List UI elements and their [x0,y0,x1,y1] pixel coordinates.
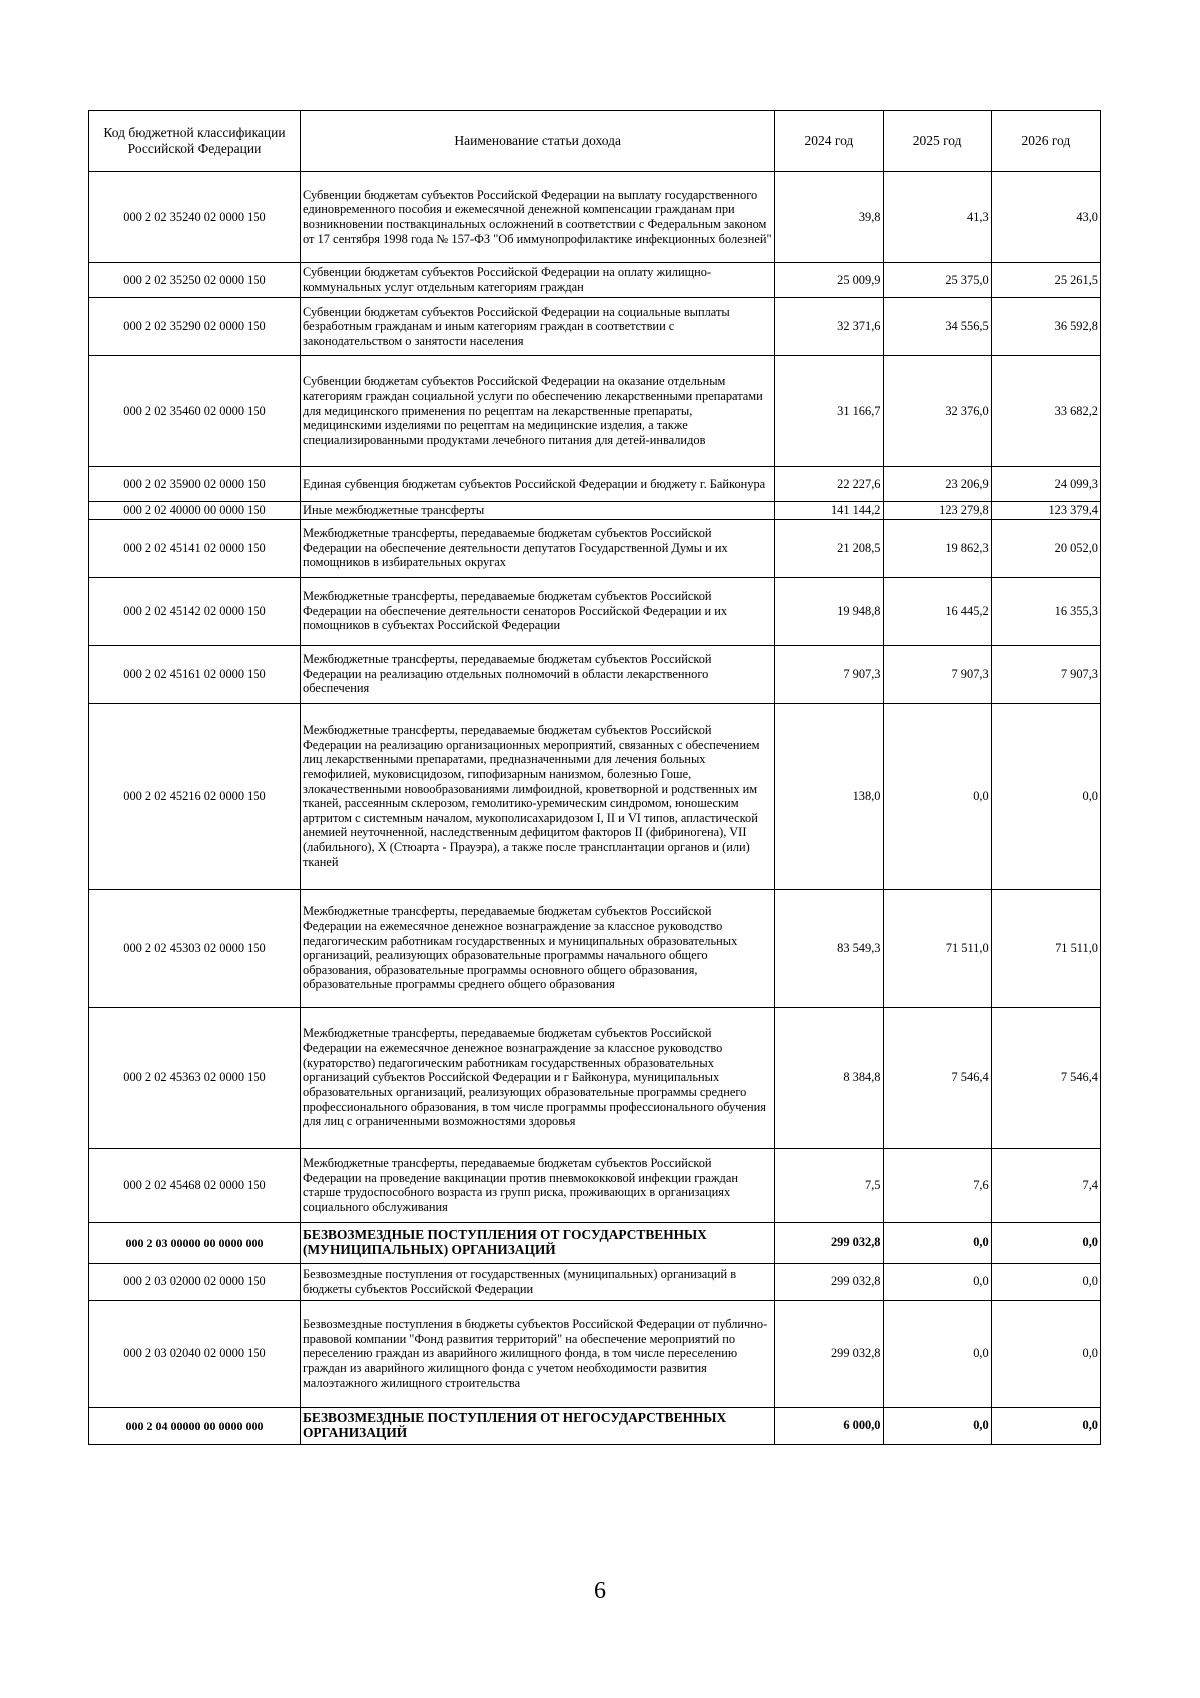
cell-name: Субвенции бюджетам субъектов Российской Федерации на оказание отдельным категориям граждан социальной услуги по обеспечению лекарственными препаратами для медицинского применения по рецептам на лекарственные препараты, медицинскими изделиями по рецептам на медицинские изделия, а также специализированными продуктами лечебного питания для детей-инвалидов [301,356,775,467]
cell-code: 000 2 02 35460 02 0000 150 [89,356,301,467]
cell-name: Безвозмездные поступления от государственных (муниципальных) организаций в бюджеты субъектов Российской Федерации [301,1263,775,1300]
cell-code: 000 2 03 00000 00 0000 000 [89,1222,301,1263]
cell-code: 000 2 02 35290 02 0000 150 [89,298,301,356]
cell-2025: 7 546,4 [883,1007,991,1148]
cell-2025: 23 206,9 [883,467,991,502]
cell-code: 000 2 02 45363 02 0000 150 [89,1007,301,1148]
table-row [89,1263,1101,1300]
revenue-table [88,110,1101,1445]
cell-2025: 32 376,0 [883,356,991,467]
cell-2025: 0,0 [883,1263,991,1300]
cell-name: Межбюджетные трансферты, передаваемые бюджетам субъектов Российской Федерации на обеспечение деятельности сенаторов Российской Федерации и их помощников в субъектах Российской Федерации [301,577,775,645]
cell-code: 000 2 02 45216 02 0000 150 [89,703,301,889]
table-row [89,519,1101,577]
cell-name: Межбюджетные трансферты, передаваемые бюджетам субъектов Российской Федерации на обеспечение деятельности депутатов Государственной Думы и их помощников в избирательных округах [301,519,775,577]
cell-code: 000 2 02 45141 02 0000 150 [89,519,301,577]
cell-2026: 36 592,8 [991,298,1100,356]
table-row [89,703,1101,889]
table-row [89,298,1101,356]
cell-2026: 0,0 [991,1263,1100,1300]
cell-2025: 16 445,2 [883,577,991,645]
table-header [89,111,1101,172]
cell-2025: 7,6 [883,1148,991,1222]
cell-2024: 138,0 [775,703,883,889]
cell-2025: 123 279,8 [883,502,991,520]
cell-2024: 299 032,8 [775,1263,883,1300]
cell-2026: 0,0 [991,1407,1100,1444]
table-row [89,1300,1101,1407]
cell-code: 000 2 02 45142 02 0000 150 [89,577,301,645]
cell-2025: 7 907,3 [883,645,991,703]
cell-2025: 19 862,3 [883,519,991,577]
cell-name: Иные межбюджетные трансферты [301,502,775,520]
cell-name: Безвозмездные поступления в бюджеты субъектов Российской Федерации от публично-правовой компании "Фонд развития территорий" на обеспечение мероприятий по переселению граждан из аварийного жилищного фонда, в том числе переселению граждан из аварийного жилищного фонда с учетом необходимости развития малоэтажного жилищного строительства [301,1300,775,1407]
table-row [89,1148,1101,1222]
cell-2026: 20 052,0 [991,519,1100,577]
table-row [89,502,1101,520]
cell-code: 000 2 02 45468 02 0000 150 [89,1148,301,1222]
cell-2024: 6 000,0 [775,1407,883,1444]
cell-name: БЕЗВОЗМЕЗДНЫЕ ПОСТУПЛЕНИЯ ОТ ГОСУДАРСТВЕННЫХ (МУНИЦИПАЛЬНЫХ) ОРГАНИЗАЦИЙ [301,1222,775,1263]
cell-2025: 34 556,5 [883,298,991,356]
table-row [89,1407,1101,1444]
cell-2024: 7,5 [775,1148,883,1222]
cell-2024: 31 166,7 [775,356,883,467]
cell-name: Субвенции бюджетам субъектов Российской Федерации на выплату государственного единовременного пособия и ежемесячной денежной компенсации гражданам при возникновении поствакцинальных осложнений в соответствии с Федеральным законом от 17 сентября 1998 года № 157-ФЗ "Об иммунопрофилактике инфекционных болезней" [301,172,775,263]
cell-2025: 0,0 [883,1222,991,1263]
cell-code: 000 2 02 35250 02 0000 150 [89,263,301,298]
header-row [89,111,1101,172]
cell-code: 000 2 02 45161 02 0000 150 [89,645,301,703]
table-row [89,645,1101,703]
cell-name: Межбюджетные трансферты, передаваемые бюджетам субъектов Российской Федерации на проведение вакцинации против пневмококковой инфекции граждан старше трудоспособного возраста из групп риска, проживающих в организациях социального обслуживания [301,1148,775,1222]
cell-2024: 39,8 [775,172,883,263]
cell-2026: 7 546,4 [991,1007,1100,1148]
header-2026: 2026 год [991,111,1100,172]
cell-2026: 123 379,4 [991,502,1100,520]
cell-2026: 0,0 [991,703,1100,889]
cell-2025: 25 375,0 [883,263,991,298]
cell-2024: 8 384,8 [775,1007,883,1148]
cell-code: 000 2 02 45303 02 0000 150 [89,889,301,1007]
table-row [89,467,1101,502]
cell-code: 000 2 02 40000 00 0000 150 [89,502,301,520]
cell-code: 000 2 02 35900 02 0000 150 [89,467,301,502]
cell-name: Межбюджетные трансферты, передаваемые бюджетам субъектов Российской Федерации на ежемесячное денежное вознаграждение за классное руководство педагогическим работникам государственных и муниципальных образовательных организаций, реализующих образовательные программы начального общего образования, образовательные программы основного общего образования, образовательные программы среднего общего образования [301,889,775,1007]
header-code: Код бюджетной классификации Российской Федерации [89,111,301,172]
cell-2025: 0,0 [883,1407,991,1444]
cell-code: 000 2 03 02000 02 0000 150 [89,1263,301,1300]
cell-2024: 7 907,3 [775,645,883,703]
header-2024: 2024 год [775,111,883,172]
cell-2026: 0,0 [991,1222,1100,1263]
cell-2026: 16 355,3 [991,577,1100,645]
cell-2024: 22 227,6 [775,467,883,502]
cell-name: БЕЗВОЗМЕЗДНЫЕ ПОСТУПЛЕНИЯ ОТ НЕГОСУДАРСТВЕННЫХ ОРГАНИЗАЦИЙ [301,1407,775,1444]
cell-name: Межбюджетные трансферты, передаваемые бюджетам субъектов Российской Федерации на реализацию организационных мероприятий, связанных с обеспечением лиц лекарственными препаратами, предназначенными для лечения больных гемофилией, муковисцидозом, гипофизарным нанизмом, болезнью Гоше, злокачественными новообразованиями лимфоидной, кроветворной и родственных им тканей, рассеянным склерозом, гемолитико-уремическим синдромом, юношеским артритом с системным началом, мукополисахаридозом I, II и VI типов, апластической анемией неуточненной, наследственным дефицитом факторов II (фибриногена), VII (лабильного), X (Стюарта - Прауэра), а также после трансплантации органов и (или) тканей [301,703,775,889]
table-body [89,172,1101,1445]
cell-2024: 25 009,9 [775,263,883,298]
cell-code: 000 2 02 35240 02 0000 150 [89,172,301,263]
cell-2025: 71 511,0 [883,889,991,1007]
cell-2025: 0,0 [883,1300,991,1407]
cell-2026: 33 682,2 [991,356,1100,467]
cell-2024: 83 549,3 [775,889,883,1007]
cell-2024: 299 032,8 [775,1300,883,1407]
page-number: 6 [594,1578,606,1604]
cell-2024: 32 371,6 [775,298,883,356]
cell-2024: 19 948,8 [775,577,883,645]
cell-2025: 41,3 [883,172,991,263]
table-row [89,263,1101,298]
table-row [89,577,1101,645]
table-row [89,356,1101,467]
cell-2026: 7 907,3 [991,645,1100,703]
cell-name: Субвенции бюджетам субъектов Российской Федерации на оплату жилищно-коммунальных услуг отдельным категориям граждан [301,263,775,298]
cell-2024: 21 208,5 [775,519,883,577]
cell-2024: 141 144,2 [775,502,883,520]
cell-name: Единая субвенция бюджетам субъектов Российской Федерации и бюджету г. Байконура [301,467,775,502]
cell-code: 000 2 03 02040 02 0000 150 [89,1300,301,1407]
cell-2026: 24 099,3 [991,467,1100,502]
cell-name: Межбюджетные трансферты, передаваемые бюджетам субъектов Российской Федерации на ежемесячное денежное вознаграждение за классное руководство (кураторство) педагогическим работникам государственных образовательных организаций субъектов Российской Федерации и г Байконура, муниципальных образовательных организаций, реализующих образовательные программы среднего профессионального образования, в том числе программы профессионального обучения для лиц с ограниченными возможностями здоровья [301,1007,775,1148]
cell-2026: 0,0 [991,1300,1100,1407]
cell-2025: 0,0 [883,703,991,889]
table-row [89,1007,1101,1148]
table-row [89,889,1101,1007]
header-2025: 2025 год [883,111,991,172]
table-row [89,1222,1101,1263]
header-name: Наименование статьи дохода [301,111,775,172]
cell-2026: 7,4 [991,1148,1100,1222]
cell-2024: 299 032,8 [775,1222,883,1263]
cell-name: Субвенции бюджетам субъектов Российской Федерации на социальные выплаты безработным гражданам и иным категориям граждан в соответствии с законодательством о занятости населения [301,298,775,356]
cell-2026: 71 511,0 [991,889,1100,1007]
cell-2026: 25 261,5 [991,263,1100,298]
cell-name: Межбюджетные трансферты, передаваемые бюджетам субъектов Российской Федерации на реализацию отдельных полномочий в области лекарственного обеспечения [301,645,775,703]
cell-2026: 43,0 [991,172,1100,263]
cell-code: 000 2 04 00000 00 0000 000 [89,1407,301,1444]
table-row [89,172,1101,263]
